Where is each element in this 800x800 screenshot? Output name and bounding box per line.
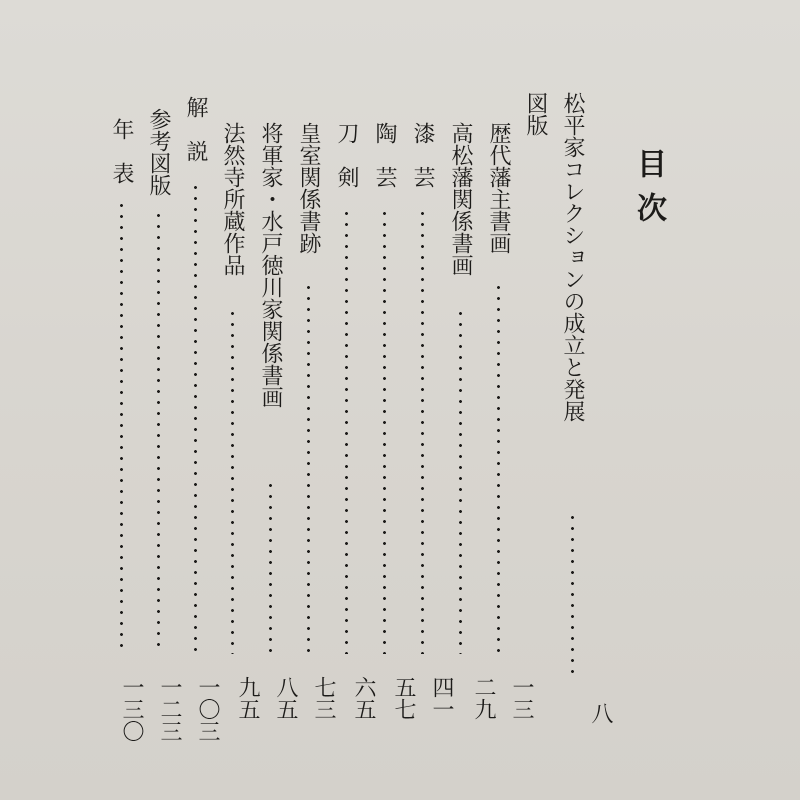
toc-entry-title: 歴代藩主書画 <box>486 122 511 254</box>
toc-entry-title: 将軍家・水戸徳川家関係書画 <box>258 122 283 408</box>
toc-entry-page: 一〇三 <box>195 676 220 742</box>
toc-entry-page: 六五 <box>351 676 376 720</box>
toc-entry-title: 解 説 <box>183 96 208 162</box>
toc-entry-page: 八 <box>588 702 613 724</box>
toc-entry-page: 七三 <box>311 676 336 720</box>
leader-dots <box>571 512 574 674</box>
leader-dots <box>269 480 272 654</box>
toc-entry-page: 四一 <box>429 676 454 720</box>
leader-dots <box>307 282 310 654</box>
toc-entry-title: 高松藩関係書画 <box>448 122 473 276</box>
toc-entry-page: 一三〇 <box>119 676 144 742</box>
toc-entry-page: 五七 <box>391 676 416 720</box>
toc-entry-title: 刀 剣 <box>334 122 359 188</box>
toc-entry-title: 皇室関係書跡 <box>296 122 321 254</box>
toc-entry-title: 参考図版 <box>146 108 171 196</box>
toc-entry-page: 九五 <box>235 676 260 720</box>
toc-entry-page: 一三 <box>509 676 534 720</box>
leader-dots <box>459 308 462 654</box>
toc-entry-title: 松平家コレクションの成立と発展 <box>560 92 585 422</box>
leader-dots <box>497 282 500 654</box>
leader-dots <box>194 182 197 654</box>
leader-dots <box>383 208 386 654</box>
leader-dots <box>345 208 348 654</box>
leader-dots <box>231 308 234 654</box>
toc-entry-title: 法然寺所蔵作品 <box>220 122 245 276</box>
leader-dots <box>157 210 160 654</box>
toc-heading: 目次 <box>631 148 666 236</box>
toc-entry-title: 陶 芸 <box>372 122 397 188</box>
toc-entry-page: 二九 <box>471 676 496 720</box>
toc-section-label: 図版 <box>523 92 548 136</box>
toc-entry-page: 八五 <box>273 676 298 720</box>
toc-entry-title: 漆 芸 <box>410 122 435 188</box>
toc-entry-title: 年 表 <box>109 118 134 184</box>
toc-entry-page: 一二三 <box>157 676 182 742</box>
leader-dots <box>120 200 123 654</box>
leader-dots <box>421 208 424 654</box>
